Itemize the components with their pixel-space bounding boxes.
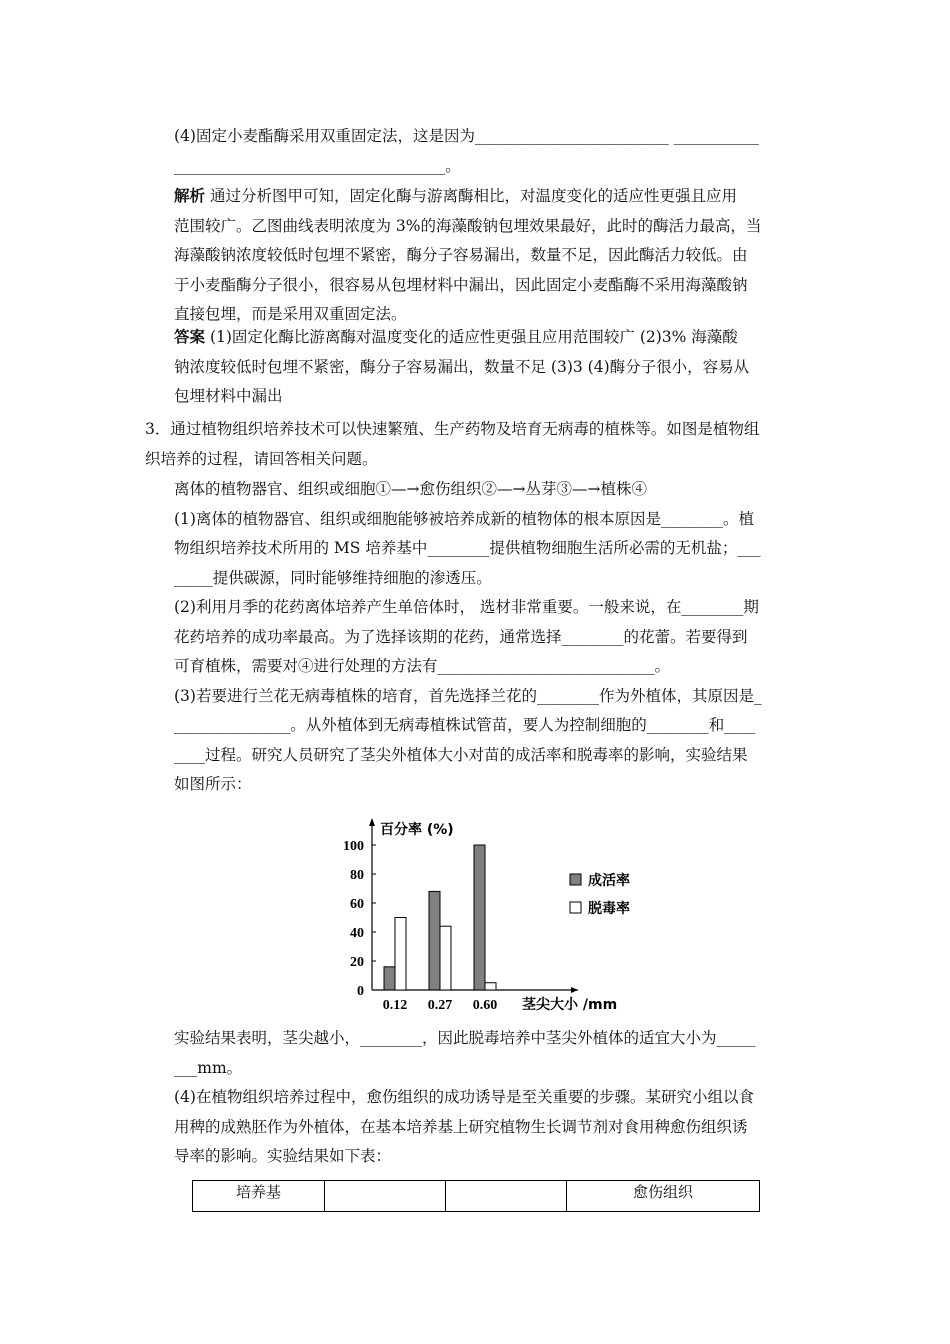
bar-survival bbox=[429, 891, 440, 990]
analysis-block bbox=[174, 181, 806, 330]
q3-p4-line2: 用稗的成熟胚作为外植体，在基本培养基上研究植物生长调节剂对食用稗愈伤组织诱 bbox=[174, 1117, 748, 1136]
q3-p1-line2: 物组织培养技术所用的 MS 培养基中________提供植物细胞生活所必需的无机盐；___ bbox=[174, 539, 761, 557]
x-tick-label: 0.12 bbox=[382, 998, 408, 1012]
bar-survival bbox=[384, 967, 395, 990]
q3-p2-line3: 可育植株，需要对④进行处理的方法有____________________________。 bbox=[174, 657, 671, 675]
table-cell-medium: 培养基 bbox=[193, 1181, 325, 1212]
analysis-label: 解析 bbox=[174, 186, 206, 205]
q3-p1-line3: _____提供碳源，同时能够维持细胞的渗透压。 bbox=[174, 568, 492, 587]
x-axis-arrow bbox=[571, 987, 578, 993]
question-3-stem bbox=[145, 415, 807, 474]
q3-p4-line3: 导率的影响。实验结果如下表： bbox=[174, 1147, 392, 1165]
after-line2: ___mm。 bbox=[174, 1058, 243, 1077]
bar-survival bbox=[474, 845, 485, 990]
prev-q4-line2: ___________________________________。 bbox=[174, 156, 461, 175]
y-tick-label: 100 bbox=[343, 839, 364, 854]
analysis-line2: 范围较广。乙图曲线表明浓度为 3%的海藻酸钠包埋效果最好，此时的酶活力最高，当 bbox=[174, 216, 762, 235]
legend-swatch bbox=[570, 902, 581, 913]
q3-line1: 3．通过植物组织培养技术可以快速繁殖、生产药物及培育无病毒的植株等。如图是植物组 bbox=[145, 420, 760, 438]
bar-virus-free bbox=[395, 918, 406, 991]
x-tick-label: 0.27 bbox=[427, 998, 453, 1012]
q3-p3-line3: ____过程。研究人员研究了茎尖外植体大小对苗的成活率和脱毒率的影响，实验结果 bbox=[174, 745, 748, 764]
bar-virus-free bbox=[440, 926, 451, 990]
question-3-body bbox=[174, 475, 806, 800]
y-axis-arrow bbox=[369, 818, 375, 826]
x-axis-label: 茎尖大小 /mm bbox=[522, 997, 618, 1012]
chart-conclusion bbox=[174, 1024, 806, 1172]
table-cell-callus: 愈伤组织 bbox=[567, 1181, 760, 1212]
q3-p3-line2: _______________。从外植体到无病毒植株试管苗，要人为控制细胞的________和____ bbox=[174, 716, 756, 734]
q3-line2: 织培养的过程，请回答相关问题。 bbox=[145, 449, 378, 468]
legend-swatch bbox=[570, 874, 581, 885]
y-tick-label: 40 bbox=[350, 926, 364, 941]
q3-flow: 离体的植物器官、组织或细胞①—→愈伤组织②—→丛芽③—→植株④ bbox=[174, 480, 647, 498]
q3-p4-line1: (4)在植物组织培养过程中，愈伤组织的成功诱导是至关重要的步骤。某研究小组以食 bbox=[174, 1088, 754, 1106]
bar-virus-free bbox=[485, 983, 496, 990]
q3-p2-line2: 花药培养的成功率最高。为了选择该期的花药，通常选择________的花蕾。若要得到 bbox=[174, 627, 748, 646]
bar-chart bbox=[330, 812, 650, 1012]
answer-line3: 包埋材料中漏出 bbox=[174, 387, 283, 405]
prev-question-4 bbox=[174, 122, 806, 181]
legend-label: 脱毒率 bbox=[588, 901, 630, 917]
analysis-line1: 通过分析图甲可知，固定化酶与游离酶相比，对温度变化的适应性更强且应用 bbox=[205, 187, 737, 205]
analysis-line5: 直接包埋，而是采用双重固定法。 bbox=[174, 305, 407, 323]
table-cell-3 bbox=[446, 1181, 567, 1212]
q3-p2-line1: (2)利用月季的花药离体培养产生单倍体时， 选材非常重要。一般来说，在________期 bbox=[174, 598, 759, 616]
answer-block bbox=[174, 322, 806, 412]
table-cell-2 bbox=[325, 1181, 446, 1212]
q3-p3-line4: 如图所示： bbox=[174, 775, 252, 793]
answer-line1: (1)固定化酶比游离酶对温度变化的适应性更强且应用范围较广 (2)3% 海藻酸 bbox=[205, 328, 738, 346]
after-line1: 实验结果表明，茎尖越小，________，因此脱毒培养中茎尖外植体的适宜大小为_____ bbox=[174, 1029, 756, 1047]
y-tick-label: 80 bbox=[350, 868, 364, 883]
y-tick-label: 0 bbox=[357, 984, 364, 999]
legend-label: 成活率 bbox=[588, 873, 630, 889]
analysis-line3: 海藻酸钠浓度较低时包埋不紧密，酶分子容易漏出，数量不足，因此酶活力较低。由 bbox=[174, 246, 748, 264]
analysis-line4: 于小麦酯酶分子很小，很容易从包埋材料中漏出，因此固定小麦酯酶不采用海藻酸钠 bbox=[174, 275, 748, 294]
y-tick-label: 60 bbox=[350, 897, 364, 912]
result-table bbox=[192, 1180, 760, 1212]
q3-p3-line1: (3)若要进行兰花无病毒植株的培育，首先选择兰花的________作为外植体，其原因是_ bbox=[174, 686, 762, 705]
answer-line2: 钠浓度较低时包埋不紧密，酶分子容易漏出，数量不足 (3)3 (4)酶分子很小，容易从 bbox=[174, 357, 750, 376]
prev-q4-line1: (4)固定小麦酯酶采用双重固定法，这是因为_________________________ ___________ bbox=[174, 127, 759, 145]
y-axis-label: 百分率 (%) bbox=[380, 822, 454, 838]
y-tick-label: 20 bbox=[350, 955, 364, 970]
table-row bbox=[193, 1181, 760, 1212]
q3-p1-line1: (1)离体的植物器官、组织或细胞能够被培养成新的植物体的根本原因是________。植 bbox=[174, 509, 754, 528]
answer-label: 答案 bbox=[174, 327, 206, 346]
x-tick-label: 0.60 bbox=[472, 998, 498, 1012]
